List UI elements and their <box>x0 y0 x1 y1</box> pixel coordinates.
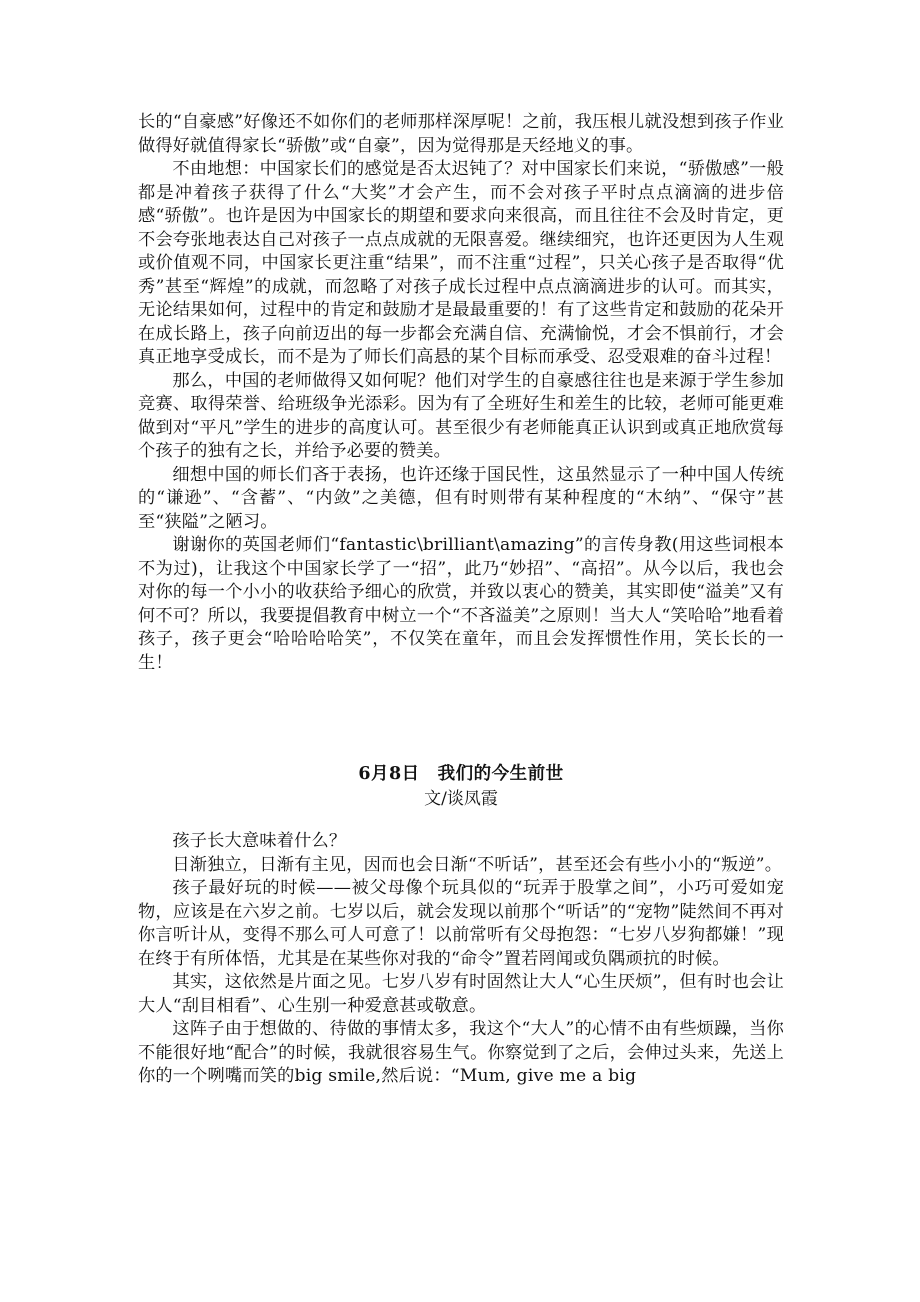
paragraph-continued: 长的“自豪感”好像还不如你们的老师那样深厚呢！之前，我压根儿就没想到孩子作业做得好就值得家长“骄傲”或“自豪”，因为觉得那是天经地义的事。 <box>138 112 784 156</box>
paragraph: 细想中国的师长们吝于表扬，也许还缘于国民性，这虽然显示了一种中国人传统的“谦逊”、“含蓄”、“内敛”之美德，但有时则带有某种程度的“木纳”、“保守”甚至“狭隘”之陋习。 <box>138 464 784 532</box>
paragraph: 不由地想：中国家长们的感觉是否太迟钝了？对中国家长们来说，“骄傲感”一般都是冲着孩子获得了什么“大奖”才会产生，而不会对孩子平时点点滴滴的进步倍感“骄傲”。也许是因为中国家长的期望和要求向来很高，而且往往不会及时肯定，更不会夸张地表达自己对孩子一点点成就的无限喜爱。继续细究，也许还更因为人生观或价值观不同，中国家长更注重“结果”，而不注重“过程”，只关心孩子是否取得“优秀”甚至“辉煌”的成就，而忽略了对孩子成长过程中点点滴滴进步的认可。而其实，无论结果如何，过程中的肯定和鼓励才是最最重要的！有了这些肯定和鼓励的花朵开在成长路上，孩子向前迈出的每一步都会充满自信、充满愉悦，才会不惧前行，才会真正地享受成长，而不是为了师长们高悬的某个目标而承受、忍受艰难的奋斗过程！ <box>138 159 784 367</box>
paragraph: 谢谢你的英国老师们“fantastic\brilliant\amazing”的言传身教(用这些词根本不为过)，让我这个中国家长学了一“招”，此乃“妙招”、“高招”。从今以后，我也会对你的每一个小小的收获给予细心的欣赏，并致以衷心的赞美，其实即使“溢美”又有何不可？所以，我要提倡教育中树立一个“不吝溢美”之原则！当大人“笑哈哈”地看着孩子，孩子更会“哈哈哈哈笑”，不仅笑在童年，而且会发挥惯性作用，笑长长的一生！ <box>138 535 784 673</box>
paragraph: 孩子最好玩的时候——被父母像个玩具似的“玩弄于股掌之间”，小巧可爱如宠物，应该是在六岁之前。七岁以后，就会发现以前那个“听话”的“宠物”陡然间不再对你言听计从，变得不那么可人可意了！以前常听有父母抱怨：“七岁八岁狗都嫌！”现在终于有所体悟，尤其是在某些你对我的“命令”置若罔闻或负隅顽抗的时候。 <box>138 878 784 969</box>
paragraph: 这阵子由于想做的、待做的事情太多，我这个“大人”的心情不由有些烦躁，当你不能很好地“配合”的时候，我就很容易生气。你察觉到了之后，会伸过头来，先送上你的一个咧嘴而笑的big smile,然后说：“Mum, give me a big <box>138 1019 784 1086</box>
article-title: 6月8日 我们的今生前世 <box>358 764 564 784</box>
article-byline: 文/谈凤霞 <box>424 789 498 809</box>
paragraph: 孩子长大意味着什么？ <box>172 831 347 851</box>
essay-section-two <box>138 830 784 1089</box>
essay-section-one <box>138 111 784 675</box>
paragraph: 那么，中国的老师做得又如何呢？他们对学生的自豪感往往也是来源于学生参加竞赛、取得荣誉、给班级争光添彩。因为有了全班好生和差生的比较，老师可能更难做到对“平凡”学生的进步的高度认可。甚至很少有老师能真正认识到或真正地欣赏每个孩子的独有之长，并给予必要的赞美。 <box>138 370 784 461</box>
paragraph: 日渐独立，日渐有主见，因而也会日渐“不听话”，甚至还会有些小小的“叛逆”。 <box>172 854 783 875</box>
paragraph: 其实，这依然是片面之见。七岁八岁有时固然让大人“心生厌烦”，但有时也会让大人“刮目相看”、心生别一种爱意甚或敬意。 <box>138 972 784 1016</box>
